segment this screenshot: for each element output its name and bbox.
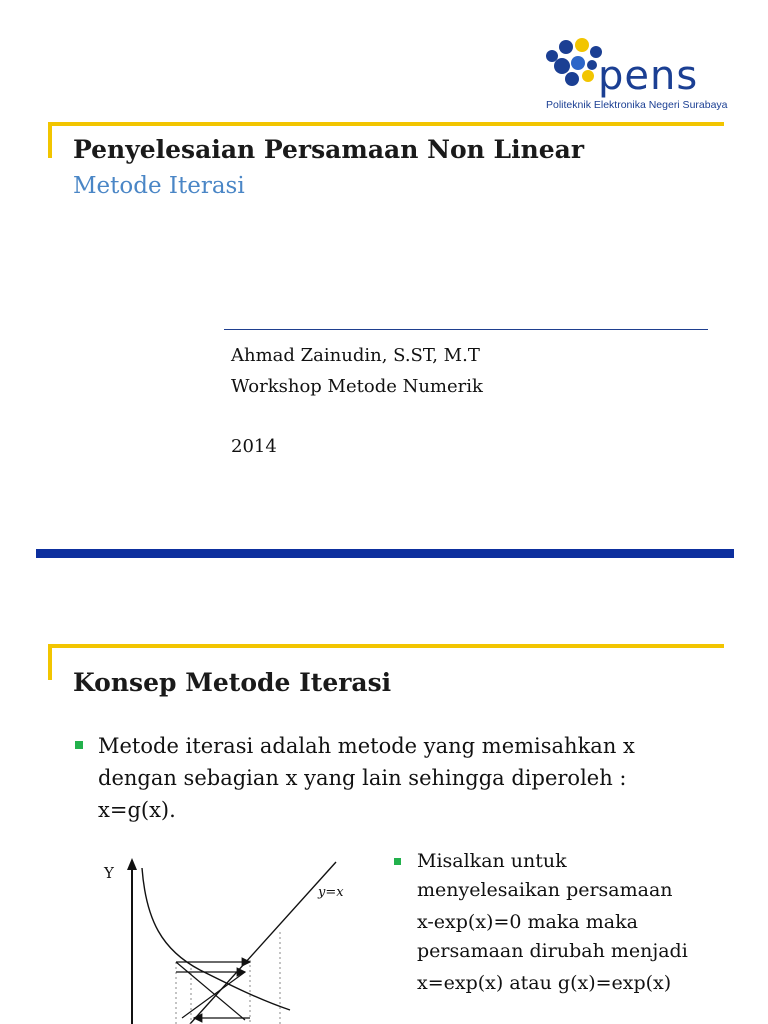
bullet-marker [75, 741, 83, 749]
bullet1-line: Metode iterasi adalah metode yang memisahkan x [98, 734, 635, 758]
logo-dot [575, 38, 589, 52]
logo-dot [559, 40, 573, 54]
year: 2014 [231, 436, 277, 457]
yellow-top-rule [48, 644, 724, 648]
bullet-marker [394, 858, 401, 865]
slide1-title: Penyelesaian Persamaan Non Linear [73, 135, 585, 164]
iteration-path [176, 962, 245, 1020]
author-divider [224, 329, 708, 330]
logo-dot [554, 58, 570, 74]
g-curve [142, 868, 290, 1010]
yellow-left-rule [48, 644, 52, 680]
bullet2-line: x=exp(x) atau g(x)=exp(x) [417, 972, 672, 994]
logo-dot [571, 56, 585, 70]
bullet2-text [417, 847, 747, 998]
bullet2-line: menyelesaikan persamaan [417, 879, 673, 901]
bullet2-line: persamaan dirubah menjadi [417, 940, 688, 962]
slide-divider [36, 549, 734, 558]
event-name: Workshop Metode Numerik [231, 376, 483, 397]
bullet1-line: dengan sebagian x yang lain sehingga diperoleh : [98, 766, 627, 790]
logo-dot [587, 60, 597, 70]
bullet1-text [98, 730, 718, 826]
slide2-title: Konsep Metode Iterasi [73, 668, 392, 697]
yellow-top-rule [48, 122, 724, 126]
iteration-diagram [90, 850, 390, 1024]
bullet2-line: x-exp(x)=0 maka maka [417, 911, 638, 933]
author-name: Ahmad Zainudin, S.ST, M.T [231, 345, 480, 366]
identity-line-label: y=x [318, 885, 344, 900]
bullet1-line: x=g(x). [98, 798, 176, 822]
slide1-subtitle: Metode Iterasi [73, 173, 245, 199]
logo-subtitle: Politeknik Elektronika Negeri Surabaya [546, 99, 728, 111]
y-axis-arrow-icon [127, 858, 137, 870]
logo-dot [582, 70, 594, 82]
logo-dot [546, 50, 558, 62]
y-axis-label: Y [104, 864, 114, 882]
logo-wordmark: pens [598, 53, 699, 99]
bullet2-line: Misalkan untuk [417, 850, 567, 872]
logo-dot [565, 72, 579, 86]
yellow-left-rule [48, 122, 52, 158]
